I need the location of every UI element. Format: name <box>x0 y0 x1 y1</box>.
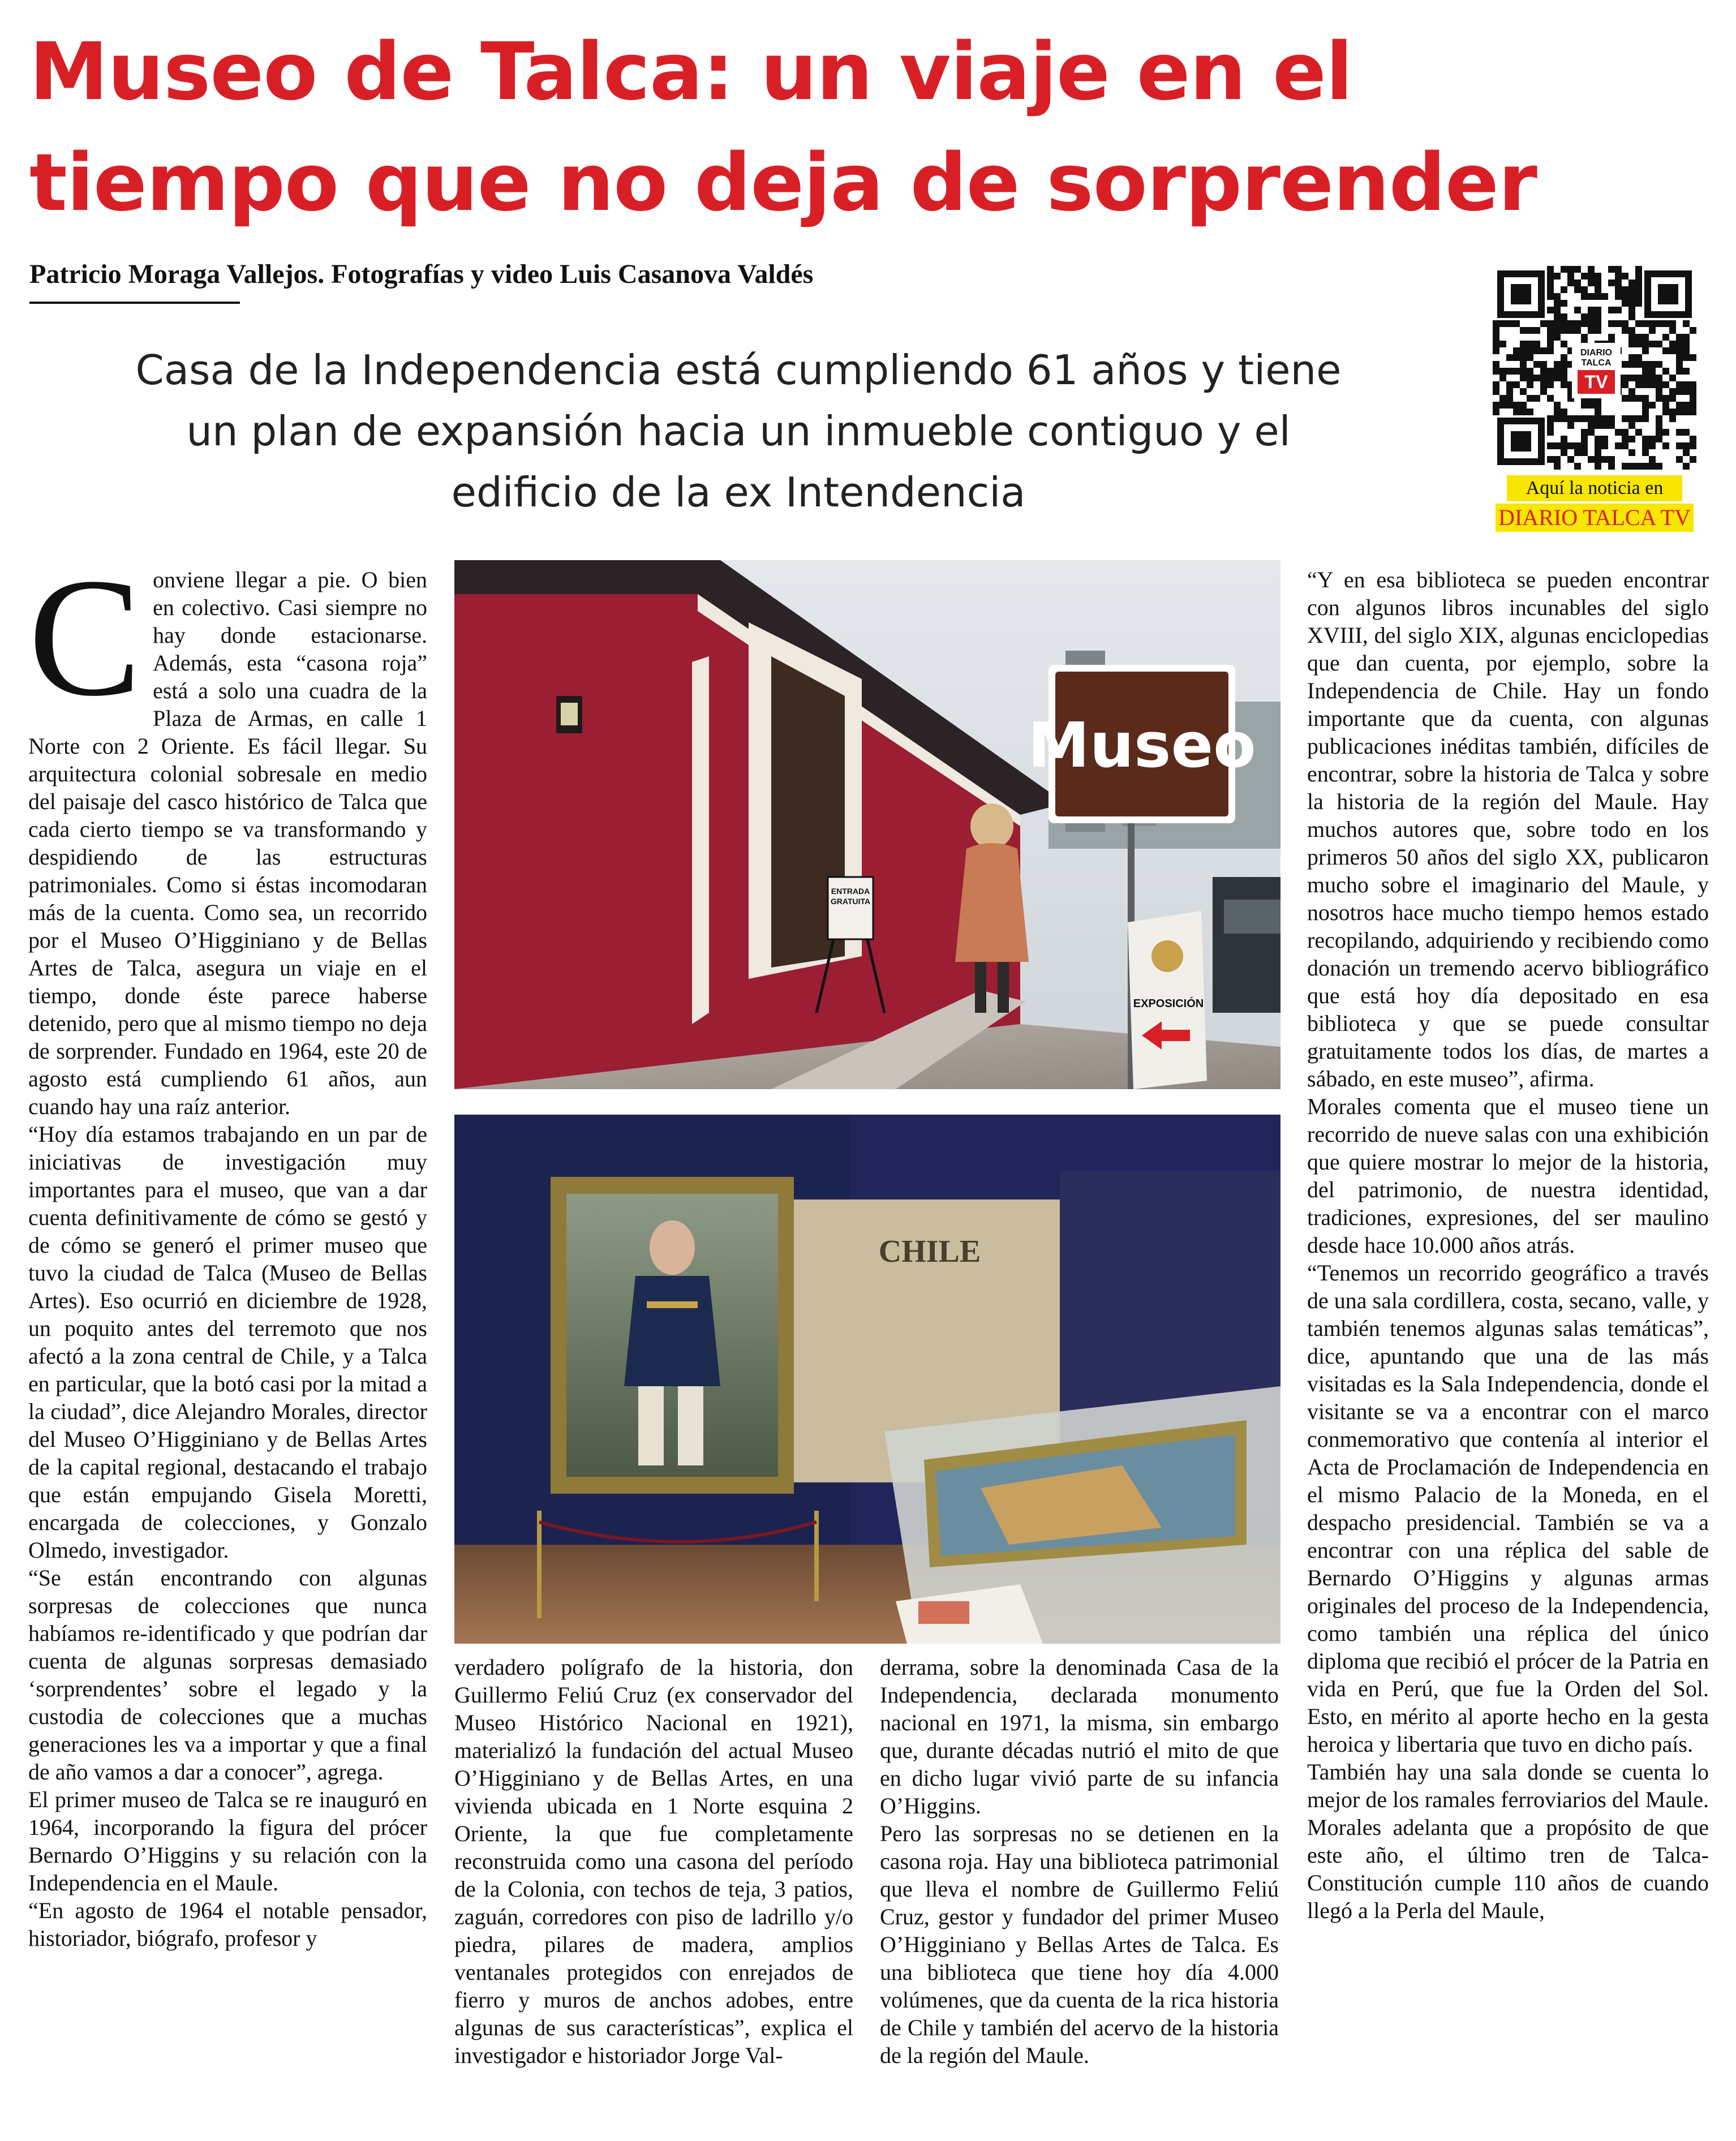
byline: Patricio Moraga Vallejos. Fotografías y video Luis Casanova Valdés <box>29 259 814 289</box>
drop-cap: C <box>28 543 142 731</box>
paragraph: verdadero polígrafo de la historia, don Guillermo Feliú Cruz (ex conservador del Museo Histórico Nacional en 1921), materializó la fundación del actual Museo O’Higginiano y de Bellas Artes, en una vivienda ubicada en 1 Norte esquina 2 Oriente, la que fue completamente reconstruida como una casona del período de la Colonia, con techos de teja, 3 patios, zaguán, corredores con piso de ladrillo y/o piedra, pilares de madera, amplios ventanales protegidos con enrejados de fierro y muros de anchos adobes, entre algunas de sus características”, explica el investigador e historiador Jorge Val- <box>454 1654 853 2068</box>
paragraph: “Y en esa biblioteca se pueden encontrar con algunos libros incunables del siglo XVIII, del siglo XIX, algunas enciclopedias que dan cuenta, por ejemplo, sobre la Independencia de Chile. Hay un fondo importante que da cuenta, con algunas publicaciones inéditas también, difíciles de encontrar, sobre la historia de Talca y sobre la historia de la región del Maule. Hay muchos autores que, sobre todo en los primeros 50 años del siglo XX, publicaron mucho sobre el imaginario del Maule, y nosotros hace mucho tiempo hemos estado recopilando, adquiriendo y recibiendo como donación un tremendo acervo bibliográfico que está hoy día depositado en esa biblioteca y que se puede consultar gratuitamente todos los días, de martes a sábado, en este museo”, afirma. <box>1307 567 1709 1091</box>
museo-sign: Museo <box>1028 709 1256 781</box>
paragraph: “Tenemos un recorrido geográfico a través de una sala cordillera, costa, secano, valle, y también tenemos algunas salas temáticas”, dice, apuntando que una de las más visitadas es la Sala Independencia, donde el visitante se va a encontrar con el marco conmemorativo que contenía al interior el Acta de Proclamación de Independencia en el mismo Palacio de la Moneda, en el despacho presidencial. También se va a encontrar con una réplica del sable de Bernardo O’Higgins y algunas armas originales del proceso de la Independencia, como también una réplica del único diploma que recibió el prócer de la Patria en vida en Perú, que fue la Orden del Sol. Esto, en mérito al aporte hecho en la gesta heroica y libertaria que tuvo en dicho país. <box>1307 1260 1709 1757</box>
text-column-2 <box>454 1653 853 2069</box>
headline-line-1: Museo de Talca: un viaje en el <box>29 26 1352 118</box>
text-column-4 <box>1307 566 1709 1924</box>
proclamation-banner: CHILE <box>878 1234 981 1269</box>
paragraph: El primer museo de Talca se re inauguró en 1964, incorporando la figura del prócer Bernardo O’Higgins y su relación con la Independencia en el Maule. <box>28 1787 427 1895</box>
qr-logo-badge: TV <box>1584 372 1608 392</box>
paragraph: Pero las sorpresas no se detienen en la casona roja. Hay una biblioteca patrimonial que lleva el nombre de Guillermo Feliú Cruz, gestor y fundador del primer Museo O’Higginiano y Bellas Artes de Talca. Es una biblioteca que tiene hoy día 4.000 volúmenes, que da cuenta de la rica historia de Chile y también del acervo de la historia de la región del Maule. <box>880 1821 1279 2068</box>
paragraph: También hay una sala donde se cuenta lo mejor de los ramales ferroviarios del Maule. Morales adelanta que a propósito de que este año, el último tren de Talca-Constitución cumple 110 años de cuando llegó a la Perla del Maule, <box>1307 1759 1709 1923</box>
qr-caption-line-1: Aquí la noticia en <box>1507 475 1682 501</box>
text-column-1 <box>28 543 427 1952</box>
qr-logo-line-1: DIARIO <box>1580 348 1612 358</box>
paragraph: “Hoy día estamos trabajando en un par de iniciativas de investigación muy importantes para el museo, que van a dar cuenta definitivamente de cómo se gestó y de cómo se generó el primer museo que tuvo la ciudad de Talca (Museo de Bellas Artes). Eso ocurrió en diciembre de 1928, un poquito antes del terremoto que nos afectó a la zona central de Chile, y a Talca en particular, que la botó casi por la mitad a la ciudad”, dice Alejandro Morales, director del Museo O’Higginiano y de Bellas Artes de la capital regional, destacando el trabajo que están empujando Gisela Moretti, encargada de colecciones, y Gonzalo Olmedo, investigador. <box>28 1121 427 1563</box>
paragraph: “En agosto de 1964 el notable pensador, historiador, biógrafo, profesor y <box>28 1898 427 1951</box>
text-column-3 <box>880 1653 1279 2069</box>
museum-interior-photo <box>454 1115 1280 1644</box>
museum-exterior-photo <box>454 560 1280 1089</box>
entrance-board-line-1: ENTRADA <box>831 887 870 896</box>
paragraph: derrama, sobre la denominada Casa de la Independencia, declarada monumento nacional en 1971, la misma, sin embargo que, durante décadas nutrió el mito de que en dicho lugar vivió parte de su infancia O’Higgins. <box>880 1654 1279 1818</box>
qr-code-box[interactable] <box>1487 266 1702 532</box>
entrance-board-line-2: GRATUITA <box>830 897 871 906</box>
paragraph: Morales comenta que el museo tiene un recorrido de nueve salas con una exhibición que quiere mostrar lo mejor de la historia, del patrimonio, de nuestra identidad, tradiciones, expresiones, del ser maulino desde hace 10.000 años atrás. <box>1307 1094 1709 1258</box>
headline <box>29 17 1716 239</box>
headline-line-2: tiempo que no deja de sorprender <box>29 137 1537 229</box>
subtitle <box>34 339 1443 523</box>
qr-code-icon[interactable] <box>1493 266 1696 470</box>
exhibit-sign: EXPOSICIÓN <box>1133 998 1204 1010</box>
byline-rule <box>29 302 240 304</box>
qr-logo-line-2: TALCA <box>1581 358 1612 368</box>
subtitle-line-1: Casa de la Independencia está cumpliendo 61 años y tiene <box>135 346 1342 394</box>
subtitle-line-2: un plan de expansión hacia un inmueble contiguo y el <box>186 407 1291 455</box>
paragraph: “Se están encontrando con algunas sorpresas de colecciones que nunca habíamos re-identificado y que podrían dar cuenta de algunas sorpresas demasiado ‘sorprendentes’ sobre el legado y la custodia de colecciones que a muchas generaciones les va a importar y que a final de año vamos a dar a conocer”, agrega. <box>28 1565 427 1785</box>
qr-caption-line-2[interactable]: DIARIO TALCA TV <box>1496 504 1694 532</box>
paragraph: onviene llegar a pie. O bien en colectivo. Casi siempre no hay donde estacionarse. Además, esta “casona roja” está a solo una cuadra de la Plaza de Armas, en calle 1 Norte con 2 Oriente. Es fácil llegar. Su arquitectura colonial sobresale en medio del paisaje del casco histórico de Talca que cada cierto tiempo se va transformando y despidiendo de las estructuras patrimoniales. Como si éstas incomodaran más de la cuenta. Como sea, un recorrido por el Museo O’Higginiano y de Bellas Artes de Talca, asegura un viaje en el tiempo, donde éste parece haberse detenido, pero que al mismo tiempo no deja de sorprender. Fundado en 1964, este 20 de agosto está cumpliendo 61 años, aun cuando hay una raíz anterior. <box>28 567 427 1119</box>
subtitle-line-3: edificio de la ex Intendencia <box>451 468 1026 516</box>
